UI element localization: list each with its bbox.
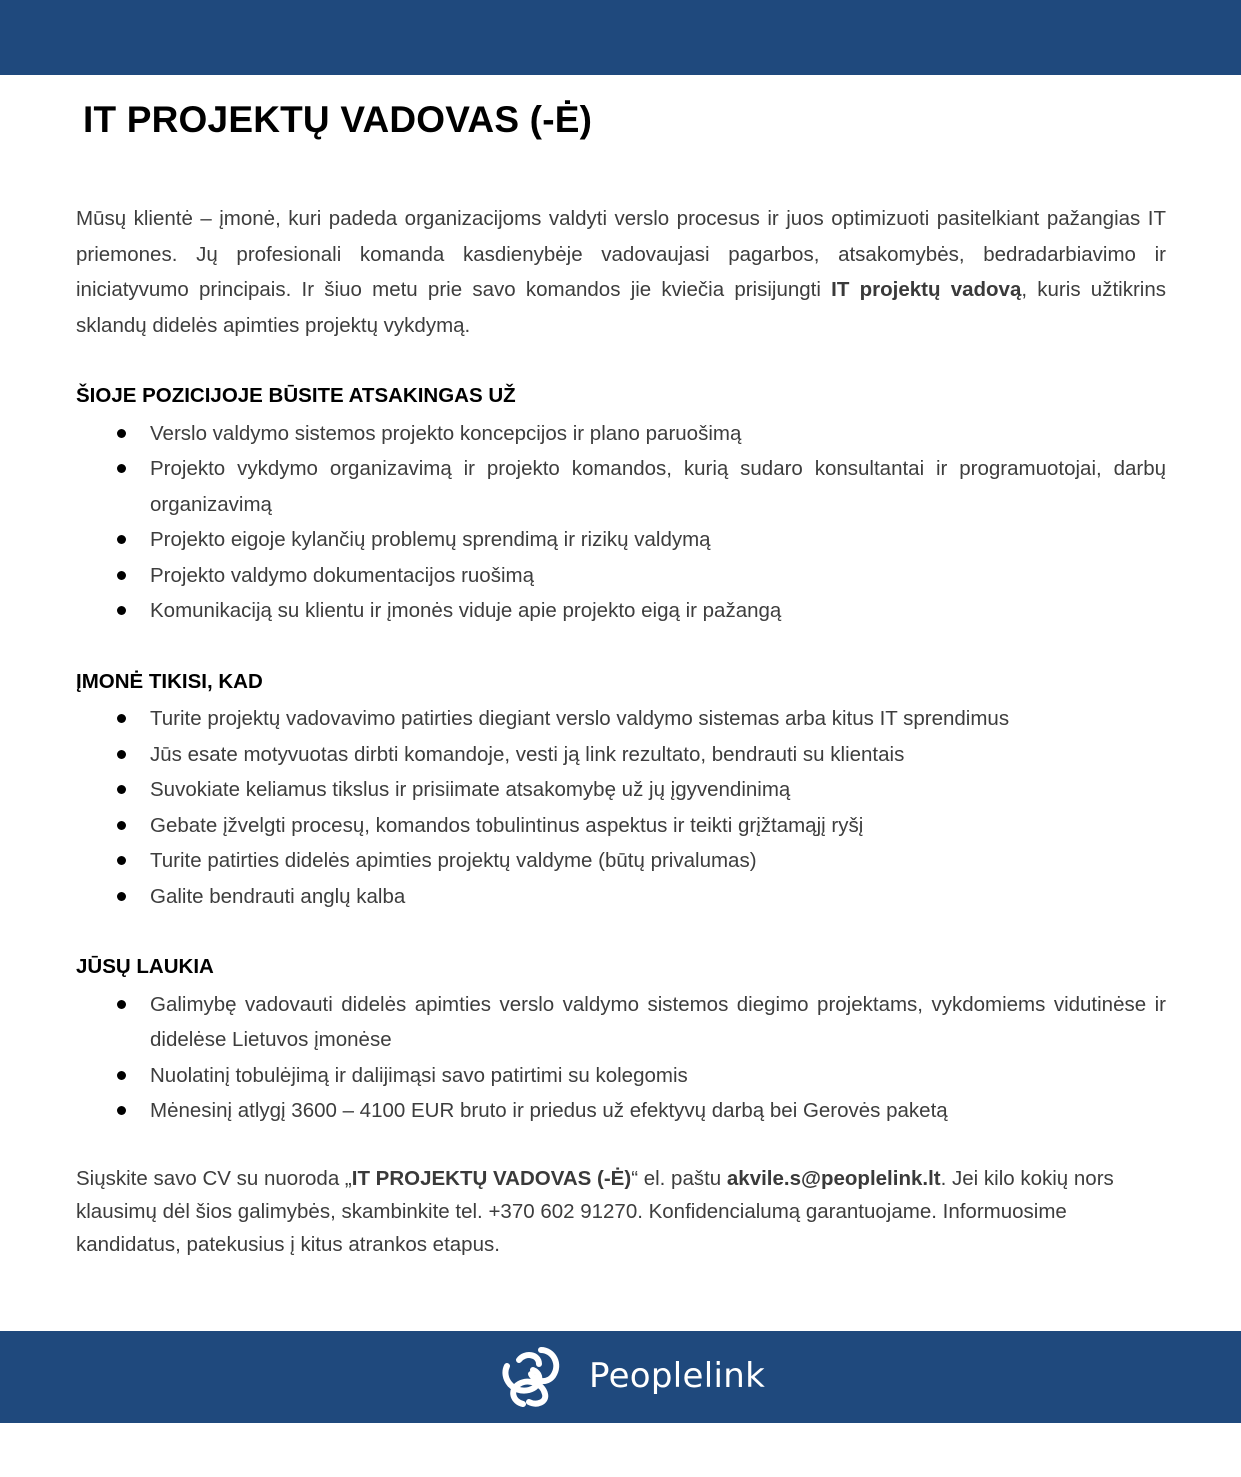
bullet-icon	[117, 606, 126, 615]
reference-title: IT PROJEKTŲ VADOVAS (-Ė)	[351, 1166, 632, 1190]
list-item-text: Turite patirties didelės apimties projektų valdyme (būtų privalumas)	[150, 849, 757, 872]
list-item	[76, 522, 1166, 558]
list-item-text: Turite projektų vadovavimo patirties diegiant verslo valdymo sistemas arba kitus IT sprendimus	[150, 707, 1010, 730]
bullet-icon	[117, 429, 126, 438]
list-item	[76, 593, 1166, 629]
list-item	[76, 451, 1166, 522]
responsibilities-heading: ŠIOJE POZICIJOJE BŪSITE ATSAKINGAS UŽ	[76, 384, 516, 407]
list-item	[76, 701, 1166, 737]
list-item-text: Gebate įžvelgti procesų, komandos tobulintinus aspektus ir teikti grįžtamąjį ryšį	[150, 813, 864, 837]
bullet-icon	[117, 1071, 126, 1080]
list-item	[76, 843, 1166, 879]
list-item-text: Projekto valdymo dokumentacijos ruošimą	[150, 563, 534, 587]
list-item-text: Galite bendrauti anglų kalba	[150, 884, 406, 908]
bullet-icon	[117, 785, 126, 794]
intro-text-after: , kuris užtikrins sklandų didelės apimties projektų vykdymą.	[76, 278, 1166, 337]
list-item	[76, 879, 1166, 915]
page-title: IT PROJEKTŲ VADOVAS (-Ė)	[83, 99, 593, 140]
intro-text-before: Mūsų klientė – įmonė, kuri padeda organizacijoms valdyti verslo procesus ir juos optimizuoti pasitelkiant pažangias IT priemones. Jų profesionali komanda kasdienybėje vadovaujasi pagarbos, atsakomybės, bedradarbiavimo ir iniciatyvumo principais. Ir šiuo metu prie savo komandos jie kviečia prisijungti	[76, 207, 1166, 301]
expectations-heading: ĮMONĖ TIKISI, KAD	[76, 669, 263, 693]
list-item	[76, 987, 1166, 1058]
expectations-list	[76, 701, 1166, 914]
list-item-text: Jūs esate motyvuotas dirbti komandoje, vesti ją link rezultato, bendrauti su klientais	[150, 742, 905, 766]
list-item-text: Projekto eigoje kylančių problemų sprendimą ir rizikų valdymą	[150, 528, 711, 551]
list-item-text: Galimybę vadovauti didelės apimties verslo valdymo sistemos diegimo projektams, vykdomiems vidutinėse ir didelėse Lietuvos įmonėse	[150, 992, 1166, 1051]
list-item	[76, 737, 1166, 773]
bullet-icon	[117, 1106, 126, 1115]
bullet-icon	[117, 464, 126, 473]
offer-heading: JŪSŲ LAUKIA	[76, 955, 214, 978]
bullet-icon	[117, 571, 126, 580]
bullet-icon	[117, 535, 126, 544]
intro-highlight: IT projektų vadovą	[831, 278, 1022, 301]
document-body	[76, 201, 1166, 1261]
list-item	[76, 558, 1166, 594]
closing-paragraph	[76, 1162, 1166, 1261]
offer-list	[76, 987, 1166, 1129]
list-item	[76, 1093, 1166, 1129]
contact-email[interactable]: akvile.s@peoplelink.lt	[726, 1166, 941, 1190]
brand-name: Peoplelink	[589, 1356, 766, 1396]
closing-text: . Jei kilo kokių nors klausimų dėl šios galimybės, skambinkite tel. +370 602 91270. Konfidencialumą garantuojame. Informuosime kandidatus, patekusius į kitus atrankos etapus.	[76, 1166, 1114, 1256]
list-item-text: Mėnesinį atlygį 3600 – 4100 EUR bruto ir priedus už efektyvų darbą bei Gerovės paketą	[150, 1099, 948, 1122]
bullet-icon	[117, 892, 126, 901]
closing-text: Siųskite savo CV su nuoroda „	[76, 1166, 352, 1190]
list-item	[76, 808, 1166, 844]
bullet-icon	[117, 1000, 126, 1009]
bullet-icon	[117, 856, 126, 865]
list-item-text: Komunikaciją su klientu ir įmonės viduje apie projekto eigą ir pažangą	[150, 599, 782, 622]
list-item-text: Suvokiate keliamus tikslus ir prisiimate atsakomybę už jų įgyvendinimą	[150, 778, 791, 801]
list-item	[76, 772, 1166, 808]
footer-logo	[499, 1344, 765, 1408]
list-item-text: Projekto vykdymo organizavimą ir projekto komandos, kurią sudaro konsultantai ir programuotojai, darbų organizavimą	[150, 457, 1166, 516]
list-item-text: Verslo valdymo sistemos projekto koncepcijos ir plano paruošimą	[150, 421, 742, 445]
closing-text: “ el. paštu	[631, 1166, 727, 1190]
list-item	[76, 1058, 1166, 1094]
list-item	[76, 416, 1166, 452]
bullet-icon	[117, 714, 126, 723]
peoplelink-logo-icon	[499, 1344, 565, 1408]
intro-paragraph	[76, 201, 1166, 343]
bullet-icon	[117, 821, 126, 830]
header-band	[0, 0, 1241, 75]
responsibilities-list	[76, 416, 1166, 629]
bullet-icon	[117, 750, 126, 759]
list-item-text: Nuolatinį tobulėjimą ir dalijimąsi savo patirtimi su kolegomis	[150, 1063, 688, 1087]
